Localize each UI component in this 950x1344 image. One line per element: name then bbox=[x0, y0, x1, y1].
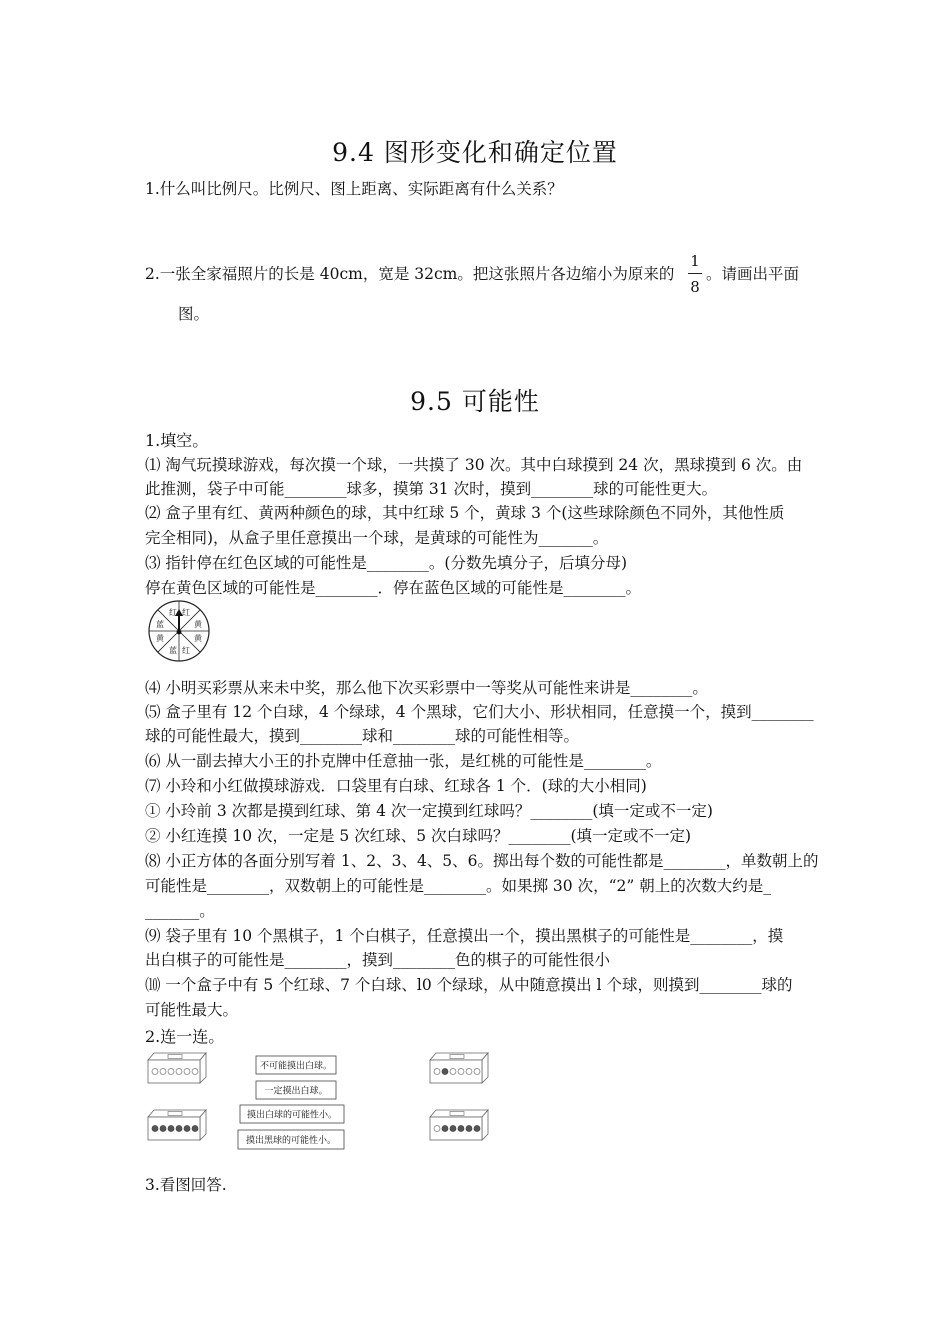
spinner-diagram bbox=[146, 599, 212, 663]
fill-line: ② 小红连摸 10 次，一定是 5 次红球、5 次白球吗？________(填一定或不一定) bbox=[145, 827, 692, 845]
spinner-label: 黄 bbox=[194, 620, 202, 629]
matching-diagram bbox=[144, 1050, 504, 1155]
spinner-label: 红 bbox=[169, 608, 177, 617]
fill-line: 停在黄色区域的可能性是________．停在蓝色区域的可能性是________。 bbox=[145, 579, 642, 597]
question-2-text: 2.一张全家福照片的长是 40cm，宽是 32cm。把这张照片各边缩小为原来的 bbox=[145, 265, 675, 283]
fraction-bar bbox=[688, 273, 702, 274]
spinner-label: 红 bbox=[182, 646, 190, 655]
fraction-denominator: 8 bbox=[690, 278, 700, 296]
fraction-one-eighth bbox=[688, 252, 702, 296]
fill-line: ① 小玲前 3 次都是摸到红球、第 4 次一定摸到红球吗？________(填一定或不一定) bbox=[145, 802, 713, 820]
fill-line: 完全相同)，从盒子里任意摸出一个球，是黄球的可能性为_______。 bbox=[145, 529, 609, 547]
section-title-9-5: 9.5 可能性 bbox=[410, 387, 540, 416]
fill-line: 球的可能性最大，摸到________球和________球的可能性相等。 bbox=[145, 727, 580, 745]
match-option bbox=[256, 1056, 336, 1074]
match-option-label: 一定摸出白球。 bbox=[264, 1086, 328, 1097]
fill-line: ⑷ 小明买彩票从来未中奖，那么他下次买彩票中一等奖从可能性来讲是________。 bbox=[145, 679, 708, 697]
ball-box bbox=[148, 1110, 206, 1140]
fill-line: 可能性是________，双数朝上的可能性是________。如果掷 30 次，“2” 朝上的次数大约是_ bbox=[145, 877, 771, 895]
matching-heading: 2.连一连。 bbox=[145, 1027, 225, 1046]
fill-line: _______。 bbox=[145, 902, 215, 920]
fill-line: 可能性最大。 bbox=[145, 1001, 239, 1019]
spinner-label: 蓝 bbox=[156, 620, 164, 629]
fill-line: 出白棋子的可能性是________，摸到________色的棋子的可能性很小 bbox=[145, 951, 611, 969]
question-2-continuation: 图。 bbox=[178, 305, 210, 323]
match-option-label: 摸出白球的可能性小。 bbox=[246, 1110, 338, 1121]
match-option bbox=[238, 1130, 344, 1149]
fill-line: ⑴ 淘气玩摸球游戏，每次摸一个球，一共摸了 30 次。其中白球摸到 24 次，黑球摸到 6 次。由 bbox=[145, 456, 803, 474]
fill-line: ⑺ 小玲和小红做摸球游戏．口袋里有白球、红球各 1 个．(球的大小相同) bbox=[145, 777, 647, 795]
question-1-scale: 1.什么叫比例尺。比例尺、图上距离、实际距离有什么关系？ bbox=[145, 180, 563, 198]
spinner-label: 蓝 bbox=[169, 646, 177, 655]
fill-line: ⑹ 从一副去掉大小王的扑克牌中任意抽一张，是红桃的可能性是________。 bbox=[145, 752, 662, 770]
fill-in-heading: 1.填空。 bbox=[145, 431, 209, 450]
fill-line: ⑻ 小正方体的各面分别写着 1、2、3、4、5、6。掷出每个数的可能性都是________，单数朝上的 bbox=[145, 852, 819, 870]
fill-line: ⑼ 袋子里有 10 个黑棋子，1 个白棋子，任意摸出一个，摸出黑棋子的可能性是________，摸 bbox=[145, 927, 784, 945]
match-option-label: 摸出黑球的可能性小。 bbox=[245, 1136, 337, 1146]
fill-line: ⑶ 指针停在红色区域的可能性是________。(分数先填分子，后填分母) bbox=[145, 554, 628, 572]
match-option-label: 不可能摸出白球。 bbox=[259, 1061, 333, 1072]
section-title-9-4: 9.4 图形变化和确定位置 bbox=[332, 138, 618, 167]
question-3-heading: 3.看图回答. bbox=[145, 1176, 227, 1194]
fill-line: ⑸ 盒子里有 12 个白球，4 个绿球，4 个黑球，它们大小、形状相同，任意摸一个，摸到________ bbox=[145, 703, 814, 721]
fill-line: ⑵ 盒子里有红、黄两种颜色的球，其中红球 5 个，黄球 3 个(这些球除颜色不同外，其他性质 bbox=[145, 504, 785, 522]
question-2-tail: 。请画出平面 bbox=[706, 265, 800, 283]
spinner-label: 红 bbox=[182, 608, 190, 617]
ball-box bbox=[430, 1053, 488, 1083]
fill-line: ⑽ 一个盒子中有 5 个红球、7 个白球、l0 个绿球，从中随意摸出 l 个球，则摸到________球的 bbox=[145, 976, 793, 994]
match-option bbox=[256, 1081, 336, 1099]
fill-line: 此推测，袋子中可能________球多，摸第 31 次时，摸到________球的可能性更大。 bbox=[145, 480, 718, 498]
spinner-label: 黄 bbox=[194, 634, 202, 643]
ball-box bbox=[148, 1053, 206, 1083]
ball-box bbox=[430, 1110, 488, 1140]
match-option bbox=[240, 1105, 344, 1123]
fraction-numerator: 1 bbox=[690, 252, 700, 270]
spinner-label: 黄 bbox=[156, 634, 164, 643]
